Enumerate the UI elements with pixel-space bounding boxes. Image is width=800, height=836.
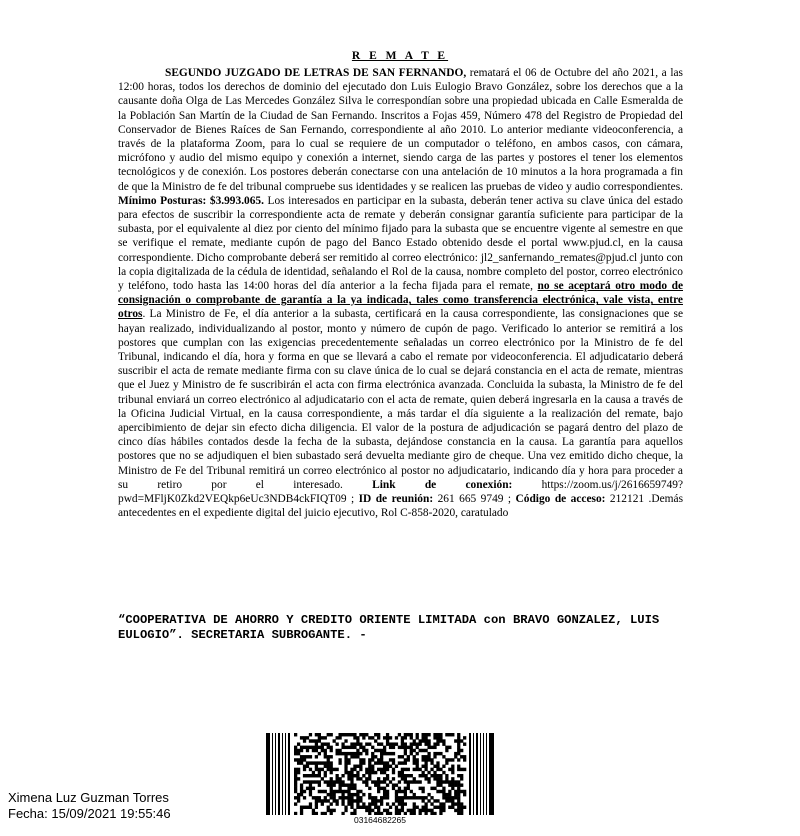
meeting-id-label: ID de reunión: [358,493,434,506]
zoom-link: https://zoom.us/j/2616659749?pwd=MFljK0Zkd2VEQkp6eUc3NDB4ckFIQT09 ; [118,478,684,506]
court-name: SEGUNDO JUZGADO DE LETRAS DE SAN FERNANDO, [165,67,467,79]
notice-text-procedure: . La Ministro de Fe, el día anterior a la subasta, certificará en la causa correspondiente, las consignaciones que se hayan realizado, individualizando al postor, monto y número de cupón de pago. Verificado lo anterior se remitirá a los postores que cumplan con las exigencias precedentemente señaladas un correo electrónico por la Ministro de fe del Tribunal, indicando el día, hora y forma en que se llevará a cabo el remate por videoconferencia. El adjudicatario deberá suscribir el acta de remate mediante firma con su clave única de lo cual se dejará constancia en el acta de remate, mientras que el Juez y Ministro de fe suscribirán el acta con firma electrónica avanzada. Concluida la subasta, la Ministro de fe del tribunal enviará un correo electrónico al adjudicatario con el acta de remate, quien deberá ingresarla en la causa a través de la Oficina Judicial Virtual, en la causa correspondiente, a más tardar el día siguiente a la realización del remate, bajo apercibimiento de dejar sin efecto dicha diligencia. El valor de la postura de adjudicación se pagará dentro del plazo de cinco días hábiles contados desde la fecha de la subasta, dejándose constancia en la causa. La garantía para aquellos postores que no se adjudiquen el bien subastado será devuelta mediante giro de cheque. Una vez emitido dicho cheque, la Ministro de Fe del Tribunal remitirá un correo electrónico al postor no adjudicatario, indicando día y hora para proceder a su retiro por el interesado. [118,308,683,491]
signature-block [8,790,171,822]
case-caption: “COOPERATIVA DE AHORRO Y CREDITO ORIENTE LIMITADA con BRAVO GONZALEZ, LUIS EULOGIO”. SECRETARIA SUBROGANTE. - [118,613,660,642]
signer-name: Ximena Luz Guzman Torres [8,790,169,805]
meeting-id: 261 665 9749 ; [433,493,516,506]
barcode-number: 03164682265 [353,815,406,825]
signature-date: Fecha: 15/09/2021 19:55:46 [8,806,171,821]
link-label: Link de conexión: [372,478,513,491]
minimum-bid: Mínimo Posturas: $3.993.065. [118,194,264,207]
consignment-warning: no se aceptará otro modo de consignación o comprobante de garantía a la ya indicada, tales como transferencia electrónica, vale vista, entre otros [118,280,684,321]
notice-text-requirements: Los interesados en participar en la subasta, deberán tener activa su clave única del estado para efectos de suscribir la correspondiente acta de remate y deberán consignar garantía suficiente para participar de la subasta, por el equivalente al diez por ciento del mínimo fijado para la subasta que se encuentre vigente al semestre en que se verifique el remate, mediante cupón de pago del Banco Estado obtenido desde el portal www.pjud.cl, en la causa correspondiente. Dicho comprobante deberá ser remitido al correo electrónico: jl2_sanfernando_remates@pjud.cl junto con la copia digitalizada de la cédula de identidad, señalando el Rol de la causa, nombre completo del postor, correo electrónico y teléfono, todo hasta las 14:00 horas del día anterior a la fecha fijada para el remate, [118,194,684,293]
verification-barcode [266,733,494,815]
notice-text-intro: rematará el 06 de Octubre del año 2021, a las 12:00 horas, todos los derechos de dominio del ejecutado don Luis Eulogio Bravo González, sobre los derechos que a la causante doña Olga de Las Mercedes González Silva le correspondían sobre una propiedad ubicada en Calle Esmeralda de la Población San Martín de la Ciudad de San Fernando. Inscritos a Fojas 459, Número 478 del Registro de Propiedad del Conservador de Bienes Raíces de San Fernando, correspondiente al año 2010. Lo anterior mediante videoconferencia, a través de la plataforma Zoom, para lo cual se requiere de un computador o teléfono, en ambos casos, con cámara, micrófono y audio del mismo equipo y conexión a internet, siendo carga de las partes y postores el tener los elementos tecnológicos y de conexión. Los postores deberán conectarse con una antelación de 10 minutos a la hora programada a fin de que la Ministro de fe del tribunal compruebe sus identidades y se realicen las pruebas de video y audio correspondientes. [118,67,683,193]
access-code-label: Código de acceso: [515,493,606,506]
document-title: R E M A T E [351,50,449,62]
notice-text-closing: 212121 .Demás antecedentes en el expediente digital del juicio ejecutivo, Rol C-858-2020, caratulado [118,493,684,520]
auction-notice-body [118,66,683,521]
